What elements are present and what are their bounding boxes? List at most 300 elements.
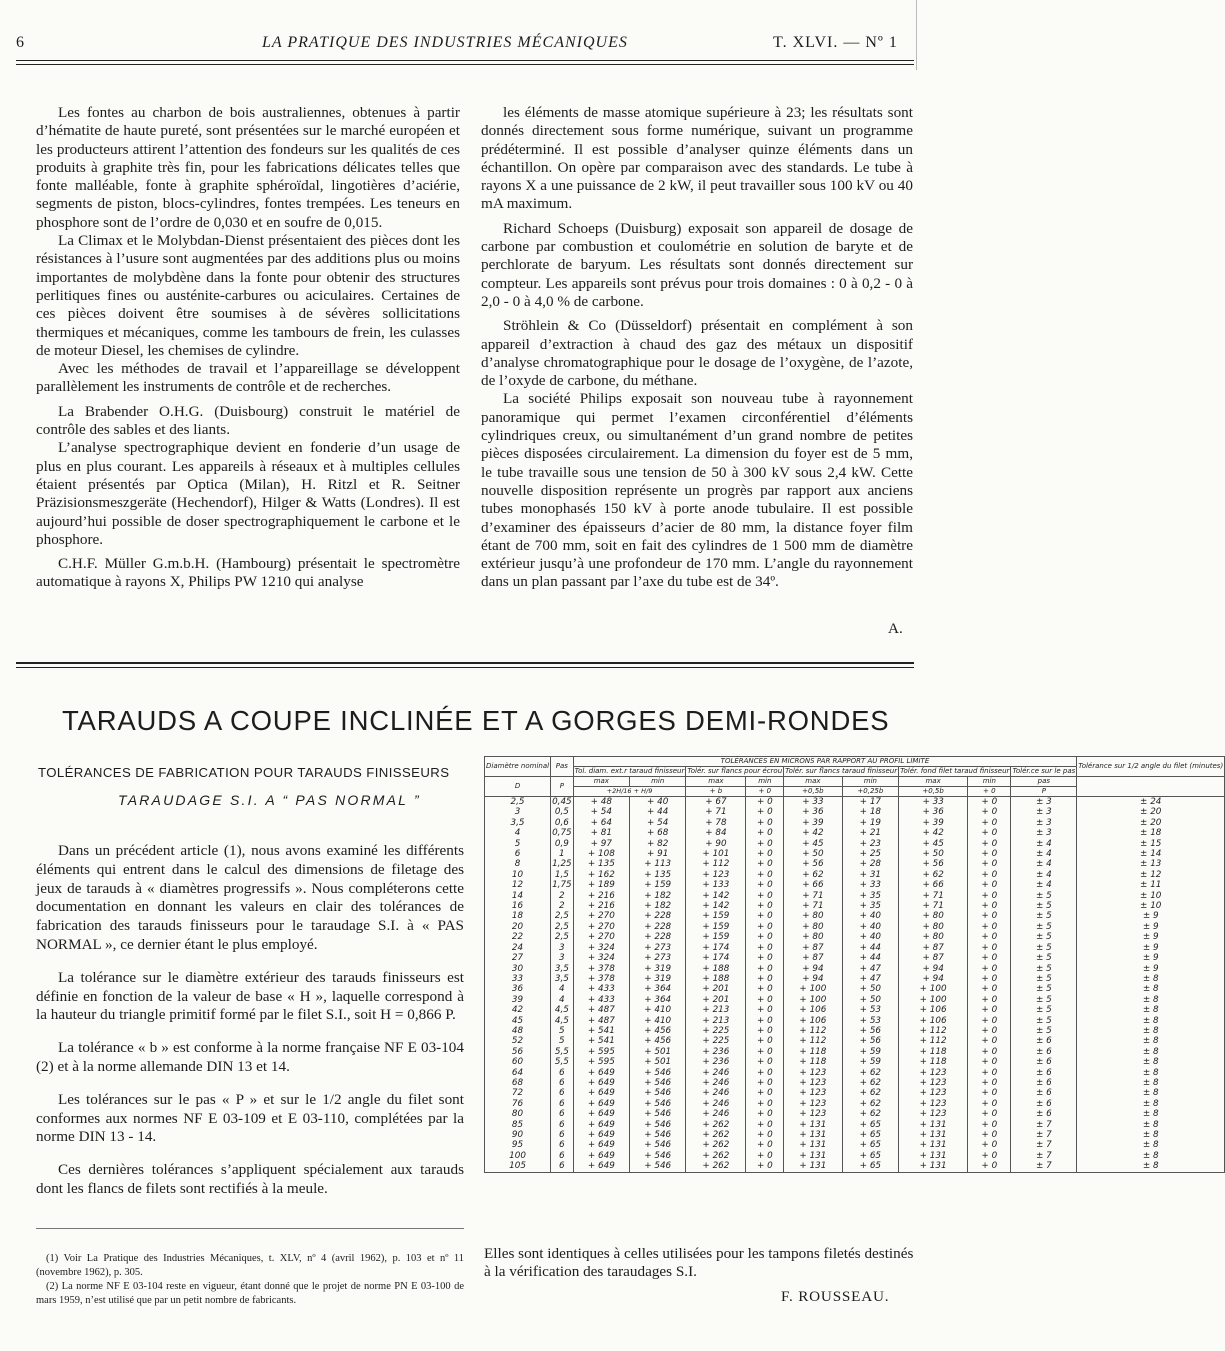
table-cell: + 36 (784, 807, 842, 817)
table-cell: + 595 (573, 1057, 629, 1067)
table-cell: 6 (551, 1130, 574, 1140)
table-cell: 100 (485, 1151, 551, 1161)
table-cell: ± 7 (1011, 1151, 1077, 1161)
article2-paragraph: Ces dernières tolérances s’appliquent spécialement aux tarauds dont les flancs de filets sont rectifiés à la meule. (36, 1161, 464, 1197)
table-cell: + 225 (686, 1036, 746, 1046)
article1-paragraph: La Brabender O.H.G. (Duisbourg) construit le matériel de contrôle des sables et des liants. (36, 402, 460, 439)
table-row (485, 1057, 1225, 1067)
table-cell: + 35 (842, 901, 898, 911)
article1-paragraph: C.H.F. Müller G.m.b.H. (Hambourg) présentait le spectromètre automatique à rayons X, Philips PW 1210 qui analyse (36, 555, 460, 591)
table-cell: 4 (551, 984, 574, 994)
table-cell: + 65 (842, 1130, 898, 1140)
table-cell: 4,5 (551, 1016, 574, 1026)
table-cell: + 546 (630, 1099, 686, 1109)
table-cell: ± 5 (1011, 995, 1077, 1005)
table-cell: + 0 (968, 1016, 1011, 1026)
table-cell: + 123 (899, 1099, 968, 1109)
header-col: Tolér.ce sur le pas (1012, 767, 1076, 775)
table-cell: ± 5 (1011, 932, 1077, 942)
table-cell: + 273 (630, 953, 686, 963)
table-cell: 2,5 (551, 922, 574, 932)
table-cell: + 87 (899, 943, 968, 953)
table-cell: + 133 (686, 880, 746, 890)
table-cell: + 246 (686, 1068, 746, 1078)
table-cell: ± 8 (1077, 1036, 1225, 1046)
table-cell: + 40 (842, 911, 898, 921)
article1-signature: A. (888, 620, 903, 637)
table-cell: + 62 (899, 870, 968, 880)
table-row (485, 932, 1225, 942)
table-cell: + 0 (968, 1005, 1011, 1015)
table-cell: + 142 (686, 891, 746, 901)
table-cell: + 80 (899, 911, 968, 921)
table-cell: + 0 (968, 1151, 1011, 1161)
table-cell: + 131 (784, 1161, 842, 1172)
table-cell: + 0 (968, 1068, 1011, 1078)
table-cell: + 17 (842, 797, 898, 808)
table-cell: + 0 (746, 1068, 784, 1078)
table-cell: + 56 (784, 859, 842, 869)
table-cell: ± 3 (1011, 828, 1077, 838)
table-row (485, 911, 1225, 921)
table-cell: ± 3 (1011, 807, 1077, 817)
table-row (485, 797, 1225, 808)
table-cell: ± 11 (1077, 880, 1225, 890)
table-cell: + 0 (746, 995, 784, 1005)
table-cell: + 94 (784, 964, 842, 974)
table-cell: + 0 (746, 849, 784, 859)
table-cell: 2 (551, 901, 574, 911)
table-cell: ± 8 (1077, 995, 1225, 1005)
table-cell: 6 (551, 1109, 574, 1119)
table-row (485, 807, 1225, 817)
table-cell: + 378 (573, 974, 629, 984)
table-cell: + 123 (899, 1068, 968, 1078)
table-row (485, 1078, 1225, 1088)
table-cell: + 0 (746, 911, 784, 921)
table-cell: + 62 (842, 1078, 898, 1088)
table-cell: + 216 (573, 901, 629, 911)
table-cell: + 364 (630, 984, 686, 994)
table-cell: + 112 (686, 859, 746, 869)
table-cell: + 456 (630, 1026, 686, 1036)
table-cell: 105 (485, 1161, 551, 1172)
table-cell: + 0 (746, 797, 784, 808)
table-cell: + 228 (630, 911, 686, 921)
table-cell: + 80 (784, 911, 842, 921)
table-cell: + 112 (899, 1036, 968, 1046)
table-cell: 5 (551, 1036, 574, 1046)
table-cell: + 0 (746, 839, 784, 849)
table-cell: + 118 (899, 1047, 968, 1057)
table-cell: + 131 (784, 1140, 842, 1150)
table-cell: ± 9 (1077, 943, 1225, 953)
table-cell: + 273 (630, 943, 686, 953)
table-cell: ± 5 (1011, 943, 1077, 953)
table-cell: + 33 (842, 880, 898, 890)
table-row (485, 859, 1225, 869)
table-cell: + 0 (968, 1088, 1011, 1098)
table-cell: + 62 (842, 1109, 898, 1119)
table-cell: + 0 (746, 922, 784, 932)
table-cell: + 546 (630, 1068, 686, 1078)
article2-paragraph: La tolérance « b » est conforme à la norme française NF E 03-104 (2) et à la norme allemande DIN 13 et 14. (36, 1039, 464, 1075)
table-cell: 12 (485, 880, 551, 890)
page-number: 6 (16, 34, 24, 51)
table-cell: ± 8 (1077, 1109, 1225, 1119)
table-cell: + 0 (746, 964, 784, 974)
table-cell: 5 (485, 839, 551, 849)
tolerance-table-body (485, 797, 1225, 1173)
table-cell: + 35 (842, 891, 898, 901)
table-row (485, 1036, 1225, 1046)
table-cell: + 0 (746, 870, 784, 880)
table-cell: + 0 (746, 932, 784, 942)
table-cell: + 487 (573, 1016, 629, 1026)
table-cell: + 0 (746, 818, 784, 828)
header-sub: max (899, 777, 968, 787)
table-cell: + 33 (899, 797, 968, 808)
table-row (485, 974, 1225, 984)
table-row (485, 1047, 1225, 1057)
table-cell: + 100 (899, 995, 968, 1005)
table-row (485, 839, 1225, 849)
table-cell: 6 (551, 1161, 574, 1172)
table-cell: + 0 (746, 1026, 784, 1036)
table-cell: + 44 (630, 807, 686, 817)
table-cell: 0,75 (552, 828, 572, 839)
table-cell: + 246 (686, 1099, 746, 1109)
table-cell: ± 18 (1077, 828, 1225, 838)
table-cell: + 228 (630, 932, 686, 942)
table-cell: 48 (485, 1026, 551, 1036)
header-sub: D (485, 777, 551, 797)
table-cell: + 0 (968, 974, 1011, 984)
table-cell: ± 10 (1077, 901, 1225, 911)
table-cell: + 228 (630, 922, 686, 932)
table-row (485, 1005, 1225, 1015)
table-cell: + 135 (630, 870, 686, 880)
table-cell: + 0 (746, 1130, 784, 1140)
table-cell: + 541 (573, 1026, 629, 1036)
table-cell: + 649 (573, 1088, 629, 1098)
table-cell: + 0 (746, 828, 784, 838)
table-cell: + 159 (686, 922, 746, 932)
table-cell: + 62 (842, 1088, 898, 1098)
table-cell: + 319 (630, 974, 686, 984)
table-cell: ± 7 (1011, 1140, 1077, 1150)
table-cell: + 59 (842, 1057, 898, 1067)
table-cell: + 0 (746, 807, 784, 817)
table-cell: + 174 (686, 943, 746, 953)
header-sub: min (968, 777, 1011, 787)
table-row (485, 870, 1225, 880)
table-cell: + 270 (573, 922, 629, 932)
table-cell: 36 (485, 984, 551, 994)
table-cell: ± 9 (1077, 953, 1225, 963)
table-cell: 39 (485, 995, 551, 1005)
table-cell: + 131 (899, 1140, 968, 1150)
table-cell: + 50 (842, 995, 898, 1005)
table-cell: + 81 (573, 828, 629, 838)
table-cell: ± 5 (1011, 1005, 1077, 1015)
header-formula: +0,25b (842, 787, 898, 797)
table-cell: + 182 (630, 901, 686, 911)
table-cell: ± 4 (1011, 859, 1077, 869)
header-sub: pas (1011, 777, 1077, 787)
table-cell: ± 6 (1011, 1078, 1077, 1088)
table-row (485, 891, 1225, 901)
table-cell: + 0 (746, 1047, 784, 1057)
footnote-rule (36, 1228, 464, 1229)
table-row (485, 943, 1225, 953)
article2-paragraph: Dans un précédent article (1), nous avons examiné les différents éléments qui entrent dans le calcul des dimensions de filetage des jeux de tarauds à « diamètres progressifs ». Nous compléterons cette documentation en donnant les valeurs en clair des tolérances de fabrication des tarauds finisseurs pour le taraudage S.I. à « PAS NORMAL », ce dernier étant le plus employé. (36, 842, 464, 953)
table-cell: + 112 (784, 1036, 842, 1046)
table-cell: + 131 (899, 1151, 968, 1161)
table-row (485, 964, 1225, 974)
volume-number: T. XLVI. — Nº 1 (773, 34, 898, 51)
table-cell: + 33 (784, 797, 842, 808)
table-cell: ± 4 (1011, 870, 1077, 880)
table-cell: + 39 (899, 818, 968, 828)
table-cell: + 71 (686, 807, 746, 817)
table-cell: + 18 (842, 807, 898, 817)
table-cell: ± 4 (1011, 839, 1077, 849)
table-cell: 80 (485, 1109, 551, 1119)
table-cell: 33 (485, 974, 551, 984)
table-cell: + 0 (746, 1120, 784, 1130)
table-cell: ± 3 (1011, 818, 1077, 828)
table-cell: ± 9 (1077, 964, 1225, 974)
article1-paragraph: Avec les méthodes de travail et l’appareillage se développent parallèlement les instruments de contrôle et de recherches. (36, 360, 460, 396)
table-cell: + 189 (573, 880, 629, 890)
article1-paragraph: La société Philips exposait son nouveau tube à rayonnement panoramique qui permet l’examen circonférentiel d’éléments cylindriques creux, ou simultanément d’un grand nombre de petites pièces disposées circulairement. La dimension du foyer est de 5 mm, le tube travaille sous une tension de 50 à 300 kV sous 2,4 kW. Cette nouvelle disposition représente un progrès par rapport aux anciens tubes monophasés 150 kV à porte anode tubulaire. Il est possible d’examiner des épaisseurs d’acier de 80 mm, la distance foyer film étant de 700 mm, soit en fait des cylindres de 1 500 mm de diamètre extérieur jusqu’à une profondeur de 170 mm. L’angle du rayonnement dans un plan passant par l’axe du tube est de 34º. (481, 390, 913, 591)
table-cell: + 45 (899, 839, 968, 849)
table-cell: + 62 (842, 1068, 898, 1078)
table-cell: ± 5 (1011, 953, 1077, 963)
header-formula: +0,5b (784, 787, 842, 797)
table-cell: + 108 (573, 849, 629, 859)
table-cell: + 649 (573, 1109, 629, 1119)
table-cell: + 324 (573, 943, 629, 953)
table-cell: + 0 (968, 901, 1011, 911)
table-cell: + 0 (746, 1140, 784, 1150)
table-cell: + 123 (899, 1088, 968, 1098)
table-row (485, 1068, 1225, 1078)
table-cell: + 0 (746, 1057, 784, 1067)
table-cell: + 0 (968, 880, 1011, 890)
table-cell: 18 (485, 911, 551, 921)
table-cell: + 82 (630, 839, 686, 849)
table-cell: ± 8 (1077, 984, 1225, 994)
header-sub: max (686, 777, 746, 787)
table-row (485, 880, 1225, 890)
table-cell: + 236 (686, 1047, 746, 1057)
table-cell: + 40 (630, 797, 686, 808)
table-cell: + 0 (968, 1047, 1011, 1057)
table-cell: + 546 (630, 1088, 686, 1098)
table-cell: + 87 (784, 953, 842, 963)
table-cell: ± 8 (1077, 1151, 1225, 1161)
table-cell: + 410 (630, 1016, 686, 1026)
table-cell: + 106 (784, 1016, 842, 1026)
table-cell: + 80 (784, 932, 842, 942)
table-cell: 0,45 (552, 797, 572, 807)
table-cell: ± 5 (1011, 964, 1077, 974)
table-cell: 1,75 (552, 880, 572, 891)
table-cell: + 68 (630, 828, 686, 838)
article2-title: TARAUDS A COUPE INCLINÉE ET A GORGES DEMI-RONDES (62, 705, 890, 736)
table-cell: 24 (485, 943, 551, 953)
table-cell: + 0 (968, 870, 1011, 880)
table-cell: + 56 (842, 1026, 898, 1036)
table-cell: + 246 (686, 1078, 746, 1088)
table-cell: + 546 (630, 1078, 686, 1088)
table-cell: + 84 (686, 828, 746, 838)
table-row (485, 901, 1225, 911)
article1-paragraph: L’analyse spectrographique devient en fonderie d’un usage de plus en plus courant. Les appareils à réseaux et à multiples cellules étaient présentés par Optica (Milan), H. Ritzl et R. Seitner Präzisionsmeszgeräte (Hechendorf), Hilger & Watts (Londres). Il est aujourd’hui possible de doser spectrographiquement le carbone et le phosphore. (36, 439, 460, 548)
table-cell: + 42 (899, 828, 968, 838)
table-cell: ± 5 (1011, 891, 1077, 901)
table-cell: ± 9 (1077, 911, 1225, 921)
table-row (485, 953, 1225, 963)
table-cell: + 410 (630, 1005, 686, 1015)
table-cell: + 246 (686, 1109, 746, 1119)
table-cell: + 80 (784, 922, 842, 932)
table-cell: 76 (485, 1099, 551, 1109)
table-cell: 42 (485, 1005, 551, 1015)
table-cell: + 66 (784, 880, 842, 890)
table-cell: ± 6 (1011, 1068, 1077, 1078)
section-rule (16, 662, 914, 664)
article2-subtitle: TOLÉRANCES DE FABRICATION POUR TARAUDS FINISSEURS (38, 765, 450, 780)
table-cell: + 87 (784, 943, 842, 953)
table-cell: + 0 (746, 984, 784, 994)
table-cell: + 0 (968, 807, 1011, 817)
table-cell: 68 (485, 1078, 551, 1088)
table-cell: + 80 (899, 932, 968, 942)
article2-body (36, 842, 464, 1199)
table-cell: + 649 (573, 1151, 629, 1161)
table-cell: 22 (485, 932, 551, 942)
table-cell: + 123 (784, 1099, 842, 1109)
table-cell: 0,6 (551, 818, 574, 828)
header-sub (1077, 777, 1225, 797)
table-cell: + 100 (899, 984, 968, 994)
table-cell: + 649 (573, 1078, 629, 1088)
table-cell: + 80 (899, 922, 968, 932)
table-cell: + 649 (573, 1161, 629, 1172)
table-cell: + 123 (899, 1109, 968, 1119)
table-cell: + 40 (842, 932, 898, 942)
table-cell: + 67 (686, 797, 746, 808)
table-cell: + 546 (630, 1140, 686, 1150)
table-row (485, 1140, 1225, 1150)
table-row (485, 1151, 1225, 1161)
table-row (485, 1109, 1225, 1119)
table-cell: + 0 (968, 953, 1011, 963)
table-cell: 1 (551, 849, 574, 859)
table-cell: + 262 (686, 1151, 746, 1161)
table-cell: + 50 (842, 984, 898, 994)
table-cell: + 56 (842, 1036, 898, 1046)
article1-paragraph: La Climax et le Molybdan-Dienst présentaient des pièces dont les résistances à l’usure sont augmentées par des additions plus ou moins importantes de molybdène dans la fonte pour obtenir des structures perlitiques fines ou austénite-carbures ou aciculaires. Certaines de ces pièces doivent être soumises à de sévères sollicitations thermiques et mécaniques, comme les tambours de frein, les culasses de moteur Diesel, les chemises de cylindre. (36, 232, 460, 359)
table-cell: 2,5 (551, 932, 574, 942)
table-cell: + 44 (842, 943, 898, 953)
table-cell: + 213 (686, 1016, 746, 1026)
table-cell: + 31 (842, 870, 898, 880)
table-cell: 3 (485, 807, 551, 817)
article1-right-column (481, 104, 913, 592)
table-cell: ± 8 (1077, 1078, 1225, 1088)
header-formula: +0,5b (899, 787, 968, 797)
table-cell: ± 8 (1077, 1057, 1225, 1067)
table-cell: ± 8 (1077, 1099, 1225, 1109)
table-cell: 90 (485, 1130, 551, 1140)
table-cell: 85 (485, 1120, 551, 1130)
table-cell: + 36 (899, 807, 968, 817)
table-cell: ± 5 (1011, 974, 1077, 984)
table-cell: + 50 (784, 849, 842, 859)
table-cell: + 106 (899, 1016, 968, 1026)
table-row (485, 818, 1225, 828)
table-cell: ± 8 (1077, 1026, 1225, 1036)
table-cell: + 71 (784, 901, 842, 911)
table-cell: 3 (551, 953, 574, 963)
table-cell: + 23 (842, 839, 898, 849)
table-cell: + 319 (630, 964, 686, 974)
table-cell: ± 6 (1011, 1109, 1077, 1119)
table-cell: + 25 (842, 849, 898, 859)
table-cell: + 0 (968, 984, 1011, 994)
table-cell: ± 7 (1011, 1130, 1077, 1140)
table-cell: + 649 (573, 1068, 629, 1078)
table-cell: + 0 (746, 1088, 784, 1098)
table-cell: + 0 (746, 974, 784, 984)
table-cell: ± 9 (1077, 932, 1225, 942)
table-cell: + 487 (573, 1005, 629, 1015)
table-cell: + 118 (899, 1057, 968, 1067)
table-cell: 1,5 (551, 870, 574, 880)
table-cell: ± 9 (1077, 922, 1225, 932)
table-cell: + 649 (573, 1130, 629, 1140)
table-cell: + 0 (746, 1005, 784, 1015)
table-cell: ± 24 (1077, 797, 1225, 808)
article1-paragraph: les éléments de masse atomique supérieure à 23; les résultats sont donnés directement sous forme numérique, suivant un programme prédéterminé. Il est possible d’analyser quinze éléments dans un échantillon. On opère par comparaison avec des standards. Le tube à rayons X a une puissance de 2 kW, il peut travailler sous 100 kV ou 40 mA maximum. (481, 104, 913, 213)
table-cell: ± 7 (1011, 1161, 1077, 1172)
table-cell: + 64 (573, 818, 629, 828)
table-cell: 72 (485, 1088, 551, 1098)
table-cell: ± 8 (1077, 1005, 1225, 1015)
table-cell: + 123 (686, 870, 746, 880)
table-row (485, 922, 1225, 932)
header-sub: min (842, 777, 898, 787)
table-cell: 3 (551, 943, 574, 953)
table-cell: 2,5 (485, 797, 551, 808)
table-cell: + 595 (573, 1047, 629, 1057)
table-cell: + 131 (784, 1151, 842, 1161)
table-cell: + 159 (686, 932, 746, 942)
table-cell: + 541 (573, 1036, 629, 1046)
article2-paragraph: La tolérance sur le diamètre extérieur des tarauds finisseurs est définie en fonction de la valeur de base « H », laquelle correspond à la hauteur du triangle primitif formé par le filet S.I., soit H = 0,866 P. (36, 968, 464, 1024)
table-cell: + 131 (899, 1130, 968, 1140)
table-row (485, 1161, 1225, 1172)
table-cell: + 433 (573, 984, 629, 994)
table-cell: + 118 (784, 1057, 842, 1067)
table-cell: + 546 (630, 1109, 686, 1119)
table-row (485, 1099, 1225, 1109)
table-cell: + 324 (573, 953, 629, 963)
